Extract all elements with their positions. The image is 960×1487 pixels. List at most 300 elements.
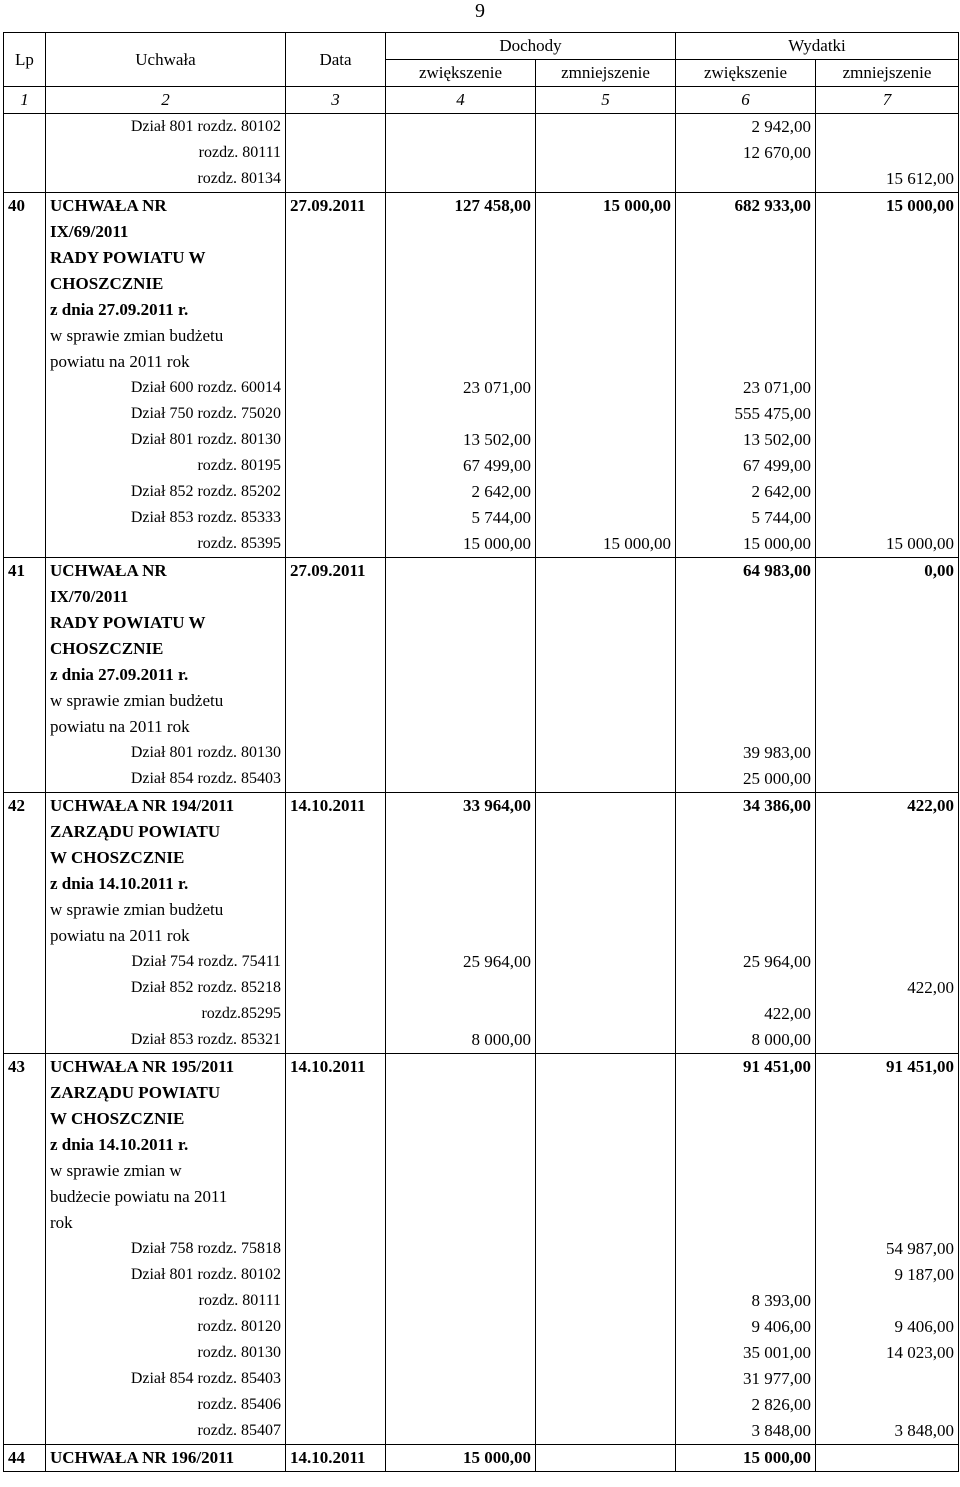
lp-cell bbox=[4, 1314, 46, 1340]
table-row bbox=[4, 766, 959, 793]
table-row bbox=[4, 714, 959, 740]
dochody-zwiekszenie-total bbox=[386, 1054, 536, 1081]
table-row bbox=[4, 271, 959, 297]
dochody-zwiekszenie-total bbox=[386, 297, 536, 323]
wydatki-zwiekszenie-total: 91 451,00 bbox=[676, 1054, 816, 1081]
wydatki-zmniejszenie-total bbox=[816, 819, 959, 845]
dochody-zwiekszenie-total bbox=[386, 1158, 536, 1184]
dochody-zmniejszenie-value bbox=[536, 1236, 676, 1262]
date-cell bbox=[286, 401, 386, 427]
table-row bbox=[4, 245, 959, 271]
wydatki-zwiekszenie-total: 15 000,00 bbox=[676, 1445, 816, 1472]
wydatki-zmniejszenie-value: 9 187,00 bbox=[816, 1262, 959, 1288]
wydatki-zmniejszenie-total bbox=[816, 662, 959, 688]
classification-label: Dział 754 rozdz. 75411 bbox=[46, 949, 286, 975]
resolution-date: 14.10.2011 bbox=[286, 793, 386, 820]
lp-cell bbox=[4, 505, 46, 531]
dochody-zwiekszenie-total bbox=[386, 662, 536, 688]
dochody-zmniejszenie-total bbox=[536, 1080, 676, 1106]
dochody-zmniejszenie-value bbox=[536, 427, 676, 453]
classification-label: rozdz. 80130 bbox=[46, 1340, 286, 1366]
wydatki-zmniejszenie-value: 14 023,00 bbox=[816, 1340, 959, 1366]
resolution-date bbox=[286, 714, 386, 740]
dochody-zwiekszenie-value bbox=[386, 166, 536, 193]
lp-number bbox=[4, 1210, 46, 1236]
classification-label: Dział 853 rozdz. 85321 bbox=[46, 1027, 286, 1054]
lp-cell bbox=[4, 1418, 46, 1445]
wydatki-zmniejszenie-total bbox=[816, 245, 959, 271]
dochody-zmniejszenie-value bbox=[536, 740, 676, 766]
column-number: 6 bbox=[676, 87, 816, 114]
wydatki-zmniejszenie-total bbox=[816, 271, 959, 297]
header-wydatki-zmniejszenie: zmniejszenie bbox=[816, 60, 959, 87]
wydatki-zmniejszenie-value bbox=[816, 766, 959, 793]
date-cell bbox=[286, 453, 386, 479]
lp-cell bbox=[4, 453, 46, 479]
lp-number: 44 bbox=[4, 1445, 46, 1472]
wydatki-zwiekszenie-value bbox=[676, 1236, 816, 1262]
date-cell bbox=[286, 1366, 386, 1392]
wydatki-zwiekszenie-total bbox=[676, 219, 816, 245]
wydatki-zmniejszenie-value bbox=[816, 401, 959, 427]
dochody-zwiekszenie-value: 8 000,00 bbox=[386, 1027, 536, 1054]
resolution-title: ZARZĄDU POWIATU bbox=[46, 1080, 286, 1106]
lp-number bbox=[4, 1080, 46, 1106]
resolution-date bbox=[286, 1158, 386, 1184]
table-row bbox=[4, 114, 959, 141]
lp-number bbox=[4, 271, 46, 297]
dochody-zmniejszenie-value bbox=[536, 479, 676, 505]
dochody-zwiekszenie-value bbox=[386, 114, 536, 141]
wydatki-zwiekszenie-value: 5 744,00 bbox=[676, 505, 816, 531]
resolution-date bbox=[286, 271, 386, 297]
date-cell bbox=[286, 140, 386, 166]
column-number: 5 bbox=[536, 87, 676, 114]
dochody-zmniejszenie-total bbox=[536, 688, 676, 714]
lp-cell bbox=[4, 1366, 46, 1392]
classification-label: rozdz.85295 bbox=[46, 1001, 286, 1027]
wydatki-zmniejszenie-total: 91 451,00 bbox=[816, 1054, 959, 1081]
table-row bbox=[4, 1054, 959, 1081]
lp-cell bbox=[4, 1262, 46, 1288]
table-row bbox=[4, 219, 959, 245]
column-number: 3 bbox=[286, 87, 386, 114]
wydatki-zmniejszenie-total bbox=[816, 871, 959, 897]
table-row bbox=[4, 166, 959, 193]
classification-label: rozdz. 85407 bbox=[46, 1418, 286, 1445]
date-cell bbox=[286, 1418, 386, 1445]
wydatki-zwiekszenie-total bbox=[676, 245, 816, 271]
resolution-title: z dnia 14.10.2011 r. bbox=[46, 1132, 286, 1158]
wydatki-zwiekszenie-value: 2 942,00 bbox=[676, 114, 816, 141]
classification-label: rozdz. 80111 bbox=[46, 140, 286, 166]
dochody-zmniejszenie-total bbox=[536, 297, 676, 323]
date-cell bbox=[286, 1236, 386, 1262]
wydatki-zwiekszenie-value bbox=[676, 166, 816, 193]
classification-label: Dział 852 rozdz. 85202 bbox=[46, 479, 286, 505]
classification-label: Dział 801 rozdz. 80102 bbox=[46, 1262, 286, 1288]
resolution-date bbox=[286, 819, 386, 845]
wydatki-zmniejszenie-total bbox=[816, 349, 959, 375]
classification-label: Dział 600 rozdz. 60014 bbox=[46, 375, 286, 401]
classification-label: rozdz. 80134 bbox=[46, 166, 286, 193]
classification-label: Dział 750 rozdz. 75020 bbox=[46, 401, 286, 427]
dochody-zmniejszenie-value bbox=[536, 1262, 676, 1288]
dochody-zmniejszenie-total bbox=[536, 219, 676, 245]
wydatki-zmniejszenie-total bbox=[816, 584, 959, 610]
dochody-zmniejszenie-total bbox=[536, 245, 676, 271]
wydatki-zwiekszenie-value: 8 000,00 bbox=[676, 1027, 816, 1054]
lp-number: 43 bbox=[4, 1054, 46, 1081]
resolution-date bbox=[286, 349, 386, 375]
wydatki-zmniejszenie-total bbox=[816, 897, 959, 923]
wydatki-zwiekszenie-value: 13 502,00 bbox=[676, 427, 816, 453]
resolution-subject: powiatu na 2011 rok bbox=[46, 714, 286, 740]
dochody-zmniejszenie-value bbox=[536, 453, 676, 479]
wydatki-zmniejszenie-total bbox=[816, 1132, 959, 1158]
wydatki-zmniejszenie-value: 54 987,00 bbox=[816, 1236, 959, 1262]
wydatki-zwiekszenie-value: 25 964,00 bbox=[676, 949, 816, 975]
dochody-zwiekszenie-value bbox=[386, 766, 536, 793]
header-lp: Lp bbox=[4, 33, 46, 87]
dochody-zmniejszenie-value: 15 000,00 bbox=[536, 531, 676, 558]
table-row bbox=[4, 1106, 959, 1132]
dochody-zmniejszenie-total bbox=[536, 923, 676, 949]
table-row bbox=[4, 401, 959, 427]
resolution-subject: rok bbox=[46, 1210, 286, 1236]
wydatki-zwiekszenie-value bbox=[676, 1262, 816, 1288]
dochody-zwiekszenie-value bbox=[386, 1392, 536, 1418]
resolution-date bbox=[286, 1132, 386, 1158]
lp-number: 42 bbox=[4, 793, 46, 820]
wydatki-zmniejszenie-value: 3 848,00 bbox=[816, 1418, 959, 1445]
wydatki-zmniejszenie-total bbox=[816, 688, 959, 714]
resolution-title: IX/70/2011 bbox=[46, 584, 286, 610]
resolution-title: UCHWAŁA NR 194/2011 bbox=[46, 793, 286, 820]
wydatki-zwiekszenie-value: 2 826,00 bbox=[676, 1392, 816, 1418]
table-row bbox=[4, 1027, 959, 1054]
dochody-zwiekszenie-value bbox=[386, 140, 536, 166]
wydatki-zmniejszenie-value bbox=[816, 453, 959, 479]
wydatki-zmniejszenie-total bbox=[816, 1445, 959, 1472]
dochody-zmniejszenie-total: 15 000,00 bbox=[536, 193, 676, 220]
date-cell bbox=[286, 1262, 386, 1288]
table-row bbox=[4, 610, 959, 636]
dochody-zwiekszenie-value: 25 964,00 bbox=[386, 949, 536, 975]
lp-cell bbox=[4, 166, 46, 193]
wydatki-zwiekszenie-total bbox=[676, 1184, 816, 1210]
dochody-zmniejszenie-total bbox=[536, 1106, 676, 1132]
wydatki-zwiekszenie-total bbox=[676, 688, 816, 714]
table-row bbox=[4, 845, 959, 871]
dochody-zmniejszenie-value bbox=[536, 166, 676, 193]
wydatki-zmniejszenie-value bbox=[816, 140, 959, 166]
dochody-zwiekszenie-total bbox=[386, 245, 536, 271]
table-row bbox=[4, 949, 959, 975]
table-row bbox=[4, 323, 959, 349]
date-cell bbox=[286, 531, 386, 558]
table-row bbox=[4, 1236, 959, 1262]
column-number: 2 bbox=[46, 87, 286, 114]
lp-number bbox=[4, 636, 46, 662]
header-dochody-zmniejszenie: zmniejszenie bbox=[536, 60, 676, 87]
date-cell bbox=[286, 1288, 386, 1314]
lp-number bbox=[4, 845, 46, 871]
wydatki-zwiekszenie-total bbox=[676, 897, 816, 923]
classification-label: Dział 801 rozdz. 80102 bbox=[46, 114, 286, 141]
wydatki-zmniejszenie-total: 15 000,00 bbox=[816, 193, 959, 220]
resolution-title: RADY POWIATU W bbox=[46, 245, 286, 271]
dochody-zmniejszenie-total bbox=[536, 1132, 676, 1158]
wydatki-zwiekszenie-total bbox=[676, 845, 816, 871]
table-row bbox=[4, 1001, 959, 1027]
resolution-title: RADY POWIATU W bbox=[46, 610, 286, 636]
table-row bbox=[4, 1210, 959, 1236]
wydatki-zwiekszenie-total bbox=[676, 610, 816, 636]
wydatki-zmniejszenie-value: 422,00 bbox=[816, 975, 959, 1001]
lp-number bbox=[4, 662, 46, 688]
wydatki-zmniejszenie-value bbox=[816, 114, 959, 141]
wydatki-zwiekszenie-value: 39 983,00 bbox=[676, 740, 816, 766]
wydatki-zmniejszenie-value bbox=[816, 1001, 959, 1027]
lp-number bbox=[4, 584, 46, 610]
dochody-zwiekszenie-total bbox=[386, 323, 536, 349]
wydatki-zwiekszenie-total bbox=[676, 871, 816, 897]
dochody-zwiekszenie-total: 15 000,00 bbox=[386, 1445, 536, 1472]
resolution-title: UCHWAŁA NR 196/2011 bbox=[46, 1445, 286, 1472]
table-row bbox=[4, 688, 959, 714]
dochody-zwiekszenie-total bbox=[386, 584, 536, 610]
date-cell bbox=[286, 740, 386, 766]
lp-number bbox=[4, 610, 46, 636]
dochody-zwiekszenie-total bbox=[386, 819, 536, 845]
lp-cell bbox=[4, 140, 46, 166]
table-row bbox=[4, 479, 959, 505]
resolution-date: 14.10.2011 bbox=[286, 1054, 386, 1081]
resolution-title: z dnia 14.10.2011 r. bbox=[46, 871, 286, 897]
dochody-zwiekszenie-total bbox=[386, 845, 536, 871]
dochody-zmniejszenie-total bbox=[536, 349, 676, 375]
resolution-date: 27.09.2011 bbox=[286, 193, 386, 220]
dochody-zwiekszenie-total bbox=[386, 1080, 536, 1106]
wydatki-zwiekszenie-total bbox=[676, 923, 816, 949]
wydatki-zmniejszenie-total bbox=[816, 923, 959, 949]
dochody-zmniejszenie-total bbox=[536, 1158, 676, 1184]
wydatki-zmniejszenie-total bbox=[816, 1184, 959, 1210]
wydatki-zwiekszenie-value: 3 848,00 bbox=[676, 1418, 816, 1445]
classification-label: rozdz. 85406 bbox=[46, 1392, 286, 1418]
resolution-date bbox=[286, 662, 386, 688]
wydatki-zmniejszenie-total bbox=[816, 1106, 959, 1132]
wydatki-zwiekszenie-total: 64 983,00 bbox=[676, 558, 816, 585]
table-row bbox=[4, 584, 959, 610]
wydatki-zmniejszenie-value bbox=[816, 1288, 959, 1314]
lp-cell bbox=[4, 975, 46, 1001]
wydatki-zmniejszenie-value bbox=[816, 1392, 959, 1418]
table-row bbox=[4, 1445, 959, 1472]
wydatki-zwiekszenie-total bbox=[676, 584, 816, 610]
dochody-zwiekszenie-value: 23 071,00 bbox=[386, 375, 536, 401]
dochody-zmniejszenie-total bbox=[536, 636, 676, 662]
lp-number: 40 bbox=[4, 193, 46, 220]
dochody-zmniejszenie-total bbox=[536, 271, 676, 297]
wydatki-zwiekszenie-total: 34 386,00 bbox=[676, 793, 816, 820]
classification-label: Dział 758 rozdz. 75818 bbox=[46, 1236, 286, 1262]
wydatki-zwiekszenie-value bbox=[676, 975, 816, 1001]
resolution-date bbox=[286, 1210, 386, 1236]
resolution-title: UCHWAŁA NR bbox=[46, 193, 286, 220]
wydatki-zwiekszenie-value: 35 001,00 bbox=[676, 1340, 816, 1366]
dochody-zmniejszenie-total bbox=[536, 662, 676, 688]
wydatki-zmniejszenie-total bbox=[816, 1158, 959, 1184]
lp-cell bbox=[4, 531, 46, 558]
dochody-zmniejszenie-value bbox=[536, 766, 676, 793]
dochody-zmniejszenie-total bbox=[536, 1445, 676, 1472]
resolution-date bbox=[286, 1080, 386, 1106]
resolution-date bbox=[286, 1184, 386, 1210]
date-cell bbox=[286, 975, 386, 1001]
lp-cell bbox=[4, 479, 46, 505]
resolution-subject: w sprawie zmian budżetu bbox=[46, 897, 286, 923]
page-number: 9 bbox=[475, 0, 485, 22]
wydatki-zmniejszenie-value bbox=[816, 427, 959, 453]
column-number: 1 bbox=[4, 87, 46, 114]
table-row bbox=[4, 897, 959, 923]
resolution-title: UCHWAŁA NR bbox=[46, 558, 286, 585]
classification-label: rozdz. 80111 bbox=[46, 1288, 286, 1314]
dochody-zmniejszenie-total bbox=[536, 871, 676, 897]
dochody-zwiekszenie-total: 33 964,00 bbox=[386, 793, 536, 820]
dochody-zwiekszenie-total: 127 458,00 bbox=[386, 193, 536, 220]
wydatki-zmniejszenie-total bbox=[816, 714, 959, 740]
wydatki-zwiekszenie-total bbox=[676, 662, 816, 688]
table-row bbox=[4, 1366, 959, 1392]
resolution-date: 14.10.2011 bbox=[286, 1445, 386, 1472]
dochody-zwiekszenie-value bbox=[386, 1236, 536, 1262]
dochody-zmniejszenie-total bbox=[536, 584, 676, 610]
dochody-zwiekszenie-total bbox=[386, 610, 536, 636]
resolution-title: z dnia 27.09.2011 r. bbox=[46, 662, 286, 688]
resolution-date bbox=[286, 688, 386, 714]
table-row bbox=[4, 793, 959, 820]
dochody-zwiekszenie-total bbox=[386, 871, 536, 897]
dochody-zmniejszenie-value bbox=[536, 1288, 676, 1314]
wydatki-zmniejszenie-total bbox=[816, 1210, 959, 1236]
table-row bbox=[4, 1262, 959, 1288]
dochody-zmniejszenie-total bbox=[536, 714, 676, 740]
wydatki-zmniejszenie-value bbox=[816, 479, 959, 505]
wydatki-zmniejszenie-value bbox=[816, 740, 959, 766]
wydatki-zwiekszenie-total: 682 933,00 bbox=[676, 193, 816, 220]
wydatki-zmniejszenie-total bbox=[816, 1080, 959, 1106]
classification-label: Dział 801 rozdz. 80130 bbox=[46, 427, 286, 453]
dochody-zwiekszenie-value: 15 000,00 bbox=[386, 531, 536, 558]
dochody-zwiekszenie-value bbox=[386, 740, 536, 766]
lp-cell bbox=[4, 949, 46, 975]
dochody-zwiekszenie-value bbox=[386, 1314, 536, 1340]
resolution-subject: w sprawie zmian w bbox=[46, 1158, 286, 1184]
wydatki-zmniejszenie-value: 15 612,00 bbox=[816, 166, 959, 193]
resolution-title: W CHOSZCZNIE bbox=[46, 1106, 286, 1132]
column-number: 4 bbox=[386, 87, 536, 114]
wydatki-zmniejszenie-value bbox=[816, 1366, 959, 1392]
wydatki-zwiekszenie-value: 2 642,00 bbox=[676, 479, 816, 505]
date-cell bbox=[286, 479, 386, 505]
dochody-zmniejszenie-value bbox=[536, 1340, 676, 1366]
lp-cell bbox=[4, 1340, 46, 1366]
date-cell bbox=[286, 375, 386, 401]
resolution-date bbox=[286, 323, 386, 349]
dochody-zwiekszenie-value: 5 744,00 bbox=[386, 505, 536, 531]
dochody-zmniejszenie-value bbox=[536, 1001, 676, 1027]
resolution-date bbox=[286, 636, 386, 662]
classification-label: rozdz. 80195 bbox=[46, 453, 286, 479]
table-row bbox=[4, 1314, 959, 1340]
dochody-zmniejszenie-total bbox=[536, 845, 676, 871]
lp-cell bbox=[4, 1392, 46, 1418]
resolution-date bbox=[286, 610, 386, 636]
header-wydatki-zwiekszenie: zwiększenie bbox=[676, 60, 816, 87]
resolution-title: UCHWAŁA NR 195/2011 bbox=[46, 1054, 286, 1081]
dochody-zwiekszenie-value: 67 499,00 bbox=[386, 453, 536, 479]
classification-label: rozdz. 80120 bbox=[46, 1314, 286, 1340]
budget-changes-table bbox=[3, 32, 959, 1472]
wydatki-zmniejszenie-total bbox=[816, 297, 959, 323]
dochody-zwiekszenie-total bbox=[386, 219, 536, 245]
wydatki-zmniejszenie-total bbox=[816, 845, 959, 871]
table-row bbox=[4, 375, 959, 401]
table-row bbox=[4, 558, 959, 585]
wydatki-zmniejszenie-value bbox=[816, 1027, 959, 1054]
resolution-date bbox=[286, 923, 386, 949]
table-row bbox=[4, 427, 959, 453]
lp-cell bbox=[4, 766, 46, 793]
lp-number bbox=[4, 871, 46, 897]
header-dochody-zwiekszenie: zwiększenie bbox=[386, 60, 536, 87]
header-wydatki: Wydatki bbox=[676, 33, 959, 60]
dochody-zwiekszenie-total bbox=[386, 688, 536, 714]
lp-number bbox=[4, 819, 46, 845]
table-row bbox=[4, 193, 959, 220]
wydatki-zmniejszenie-total bbox=[816, 636, 959, 662]
resolution-title: ZARZĄDU POWIATU bbox=[46, 819, 286, 845]
dochody-zmniejszenie-total bbox=[536, 1054, 676, 1081]
header-data: Data bbox=[286, 33, 386, 87]
wydatki-zwiekszenie-value: 31 977,00 bbox=[676, 1366, 816, 1392]
table-row bbox=[4, 453, 959, 479]
table-row bbox=[4, 819, 959, 845]
dochody-zwiekszenie-value bbox=[386, 1340, 536, 1366]
resolution-date bbox=[286, 897, 386, 923]
lp-cell bbox=[4, 1001, 46, 1027]
wydatki-zmniejszenie-value bbox=[816, 505, 959, 531]
dochody-zwiekszenie-total bbox=[386, 558, 536, 585]
wydatki-zwiekszenie-total bbox=[676, 323, 816, 349]
wydatki-zwiekszenie-total bbox=[676, 714, 816, 740]
wydatki-zwiekszenie-total bbox=[676, 636, 816, 662]
table-row bbox=[4, 636, 959, 662]
dochody-zmniejszenie-total bbox=[536, 1210, 676, 1236]
resolution-date bbox=[286, 871, 386, 897]
wydatki-zwiekszenie-total bbox=[676, 819, 816, 845]
wydatki-zwiekszenie-value: 12 670,00 bbox=[676, 140, 816, 166]
dochody-zmniejszenie-value bbox=[536, 949, 676, 975]
date-cell bbox=[286, 114, 386, 141]
dochody-zwiekszenie-value bbox=[386, 975, 536, 1001]
date-cell bbox=[286, 1027, 386, 1054]
wydatki-zmniejszenie-value bbox=[816, 949, 959, 975]
lp-number bbox=[4, 323, 46, 349]
